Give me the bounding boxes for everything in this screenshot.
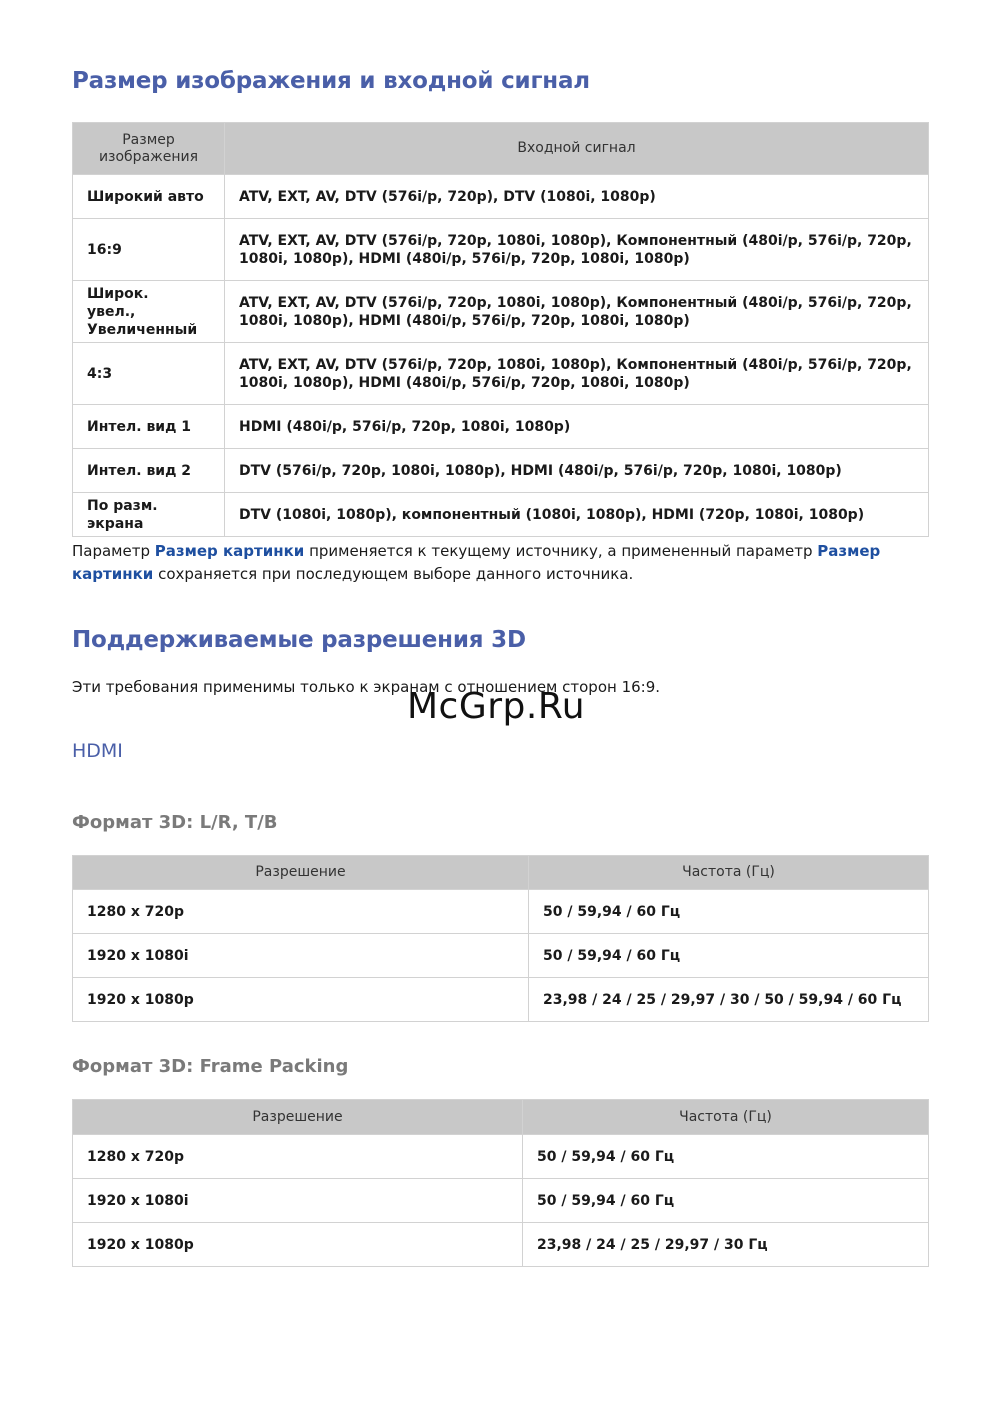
format-frame-packing-table — [72, 1099, 929, 1267]
cell-size: По разм. экрана — [73, 493, 225, 537]
picture-size-table — [72, 122, 929, 537]
table-row — [73, 1135, 929, 1179]
cell-frequency: 23,98 / 24 / 25 / 29,97 / 30 Гц — [523, 1223, 929, 1267]
table-row — [73, 219, 929, 281]
section-title-3d-resolutions: Поддерживаемые разрешения 3D — [72, 627, 526, 653]
cell-frequency: 23,98 / 24 / 25 / 29,97 / 30 / 50 / 59,94 / 60 Гц — [529, 978, 929, 1022]
cell-size: 4:3 — [73, 343, 225, 405]
picture-size-link[interactable]: Размер картинки — [72, 542, 881, 583]
cell-signal: ATV, EXT, AV, DTV (576i/p, 720p, 1080i, 1080p), Компонентный (480i/p, 576i/p, 720p, 1080i, 1080p), HDMI (480i/p, 576i/p, 720p, 1080i, 1080p) — [225, 219, 929, 281]
cell-resolution: 1920 x 1080p — [73, 978, 529, 1022]
cell-size: 16:9 — [73, 219, 225, 281]
3d-intro-text: Эти требования применимы только к экранам с отношением сторон 16:9. — [72, 678, 661, 696]
table-row — [73, 934, 929, 978]
cell-signal: ATV, EXT, AV, DTV (576i/p, 720p), DTV (1080i, 1080p) — [225, 175, 929, 219]
cell-frequency: 50 / 59,94 / 60 Гц — [529, 934, 929, 978]
cell-size: Интел. вид 1 — [73, 405, 225, 449]
cell-resolution: 1280 x 720p — [73, 890, 529, 934]
cell-signal: ATV, EXT, AV, DTV (576i/p, 720p, 1080i, 1080p), Компонентный (480i/p, 576i/p, 720p, 1080i, 1080p), HDMI (480i/p, 576i/p, 720p, 1080i, 1080p) — [225, 343, 929, 405]
watermark-text: McGrp.Ru — [407, 686, 586, 727]
cell-resolution: 1920 x 1080i — [73, 1179, 523, 1223]
table-row — [73, 978, 929, 1022]
column-header-frequency: Частота (Гц) — [523, 1100, 929, 1135]
table-row — [73, 175, 929, 219]
column-header-resolution: Разрешение — [73, 856, 529, 890]
cell-signal: DTV (576i/p, 720p, 1080i, 1080p), HDMI (480i/p, 576i/p, 720p, 1080i, 1080p) — [225, 449, 929, 493]
cell-frequency: 50 / 59,94 / 60 Гц — [523, 1179, 929, 1223]
table-row — [73, 1223, 929, 1267]
column-header-input-signal: Входной сигнал — [225, 123, 929, 175]
table-header-row — [73, 1100, 929, 1135]
column-header-picture-size: Размер изображения — [73, 123, 225, 175]
table-header-row — [73, 856, 929, 890]
cell-resolution: 1920 x 1080p — [73, 1223, 523, 1267]
cell-size: Широкий авто — [73, 175, 225, 219]
table-row — [73, 449, 929, 493]
cell-frequency: 50 / 59,94 / 60 Гц — [523, 1135, 929, 1179]
cell-resolution: 1920 x 1080i — [73, 934, 529, 978]
cell-size: Широк. увел., Увеличенный — [73, 281, 225, 343]
table-row — [73, 343, 929, 405]
table-row — [73, 890, 929, 934]
cell-signal: DTV (1080i, 1080p), компонентный (1080i, 1080p), HDMI (720p, 1080i, 1080p) — [225, 493, 929, 537]
section-title-picture-size: Размер изображения и входной сигнал — [72, 68, 590, 94]
table-row — [73, 493, 929, 537]
table-row — [73, 281, 929, 343]
table-header-row — [73, 123, 929, 175]
table-row — [73, 1179, 929, 1223]
cell-frequency: 50 / 59,94 / 60 Гц — [529, 890, 929, 934]
column-header-frequency: Частота (Гц) — [529, 856, 929, 890]
cell-size: Интел. вид 2 — [73, 449, 225, 493]
format-frame-packing-title: Формат 3D: Frame Packing — [72, 1056, 349, 1077]
cell-resolution: 1280 x 720p — [73, 1135, 523, 1179]
hdmi-subtitle: HDMI — [72, 740, 123, 762]
table-row — [73, 405, 929, 449]
picture-size-note: Параметр Размер картинки применяется к текущему источнику, а примененный параметр Размер картинки сохраняется при последующем выборе данного источника. — [72, 542, 881, 583]
format-lr-tb-title: Формат 3D: L/R, T/B — [72, 812, 278, 833]
cell-signal: HDMI (480i/p, 576i/p, 720p, 1080i, 1080p) — [225, 405, 929, 449]
cell-signal: ATV, EXT, AV, DTV (576i/p, 720p, 1080i, 1080p), Компонентный (480i/p, 576i/p, 720p, 1080i, 1080p), HDMI (480i/p, 576i/p, 720p, 1080i, 1080p) — [225, 281, 929, 343]
column-header-resolution: Разрешение — [73, 1100, 523, 1135]
format-lr-tb-table — [72, 855, 929, 1022]
picture-size-link[interactable]: Размер картинки — [154, 542, 305, 560]
